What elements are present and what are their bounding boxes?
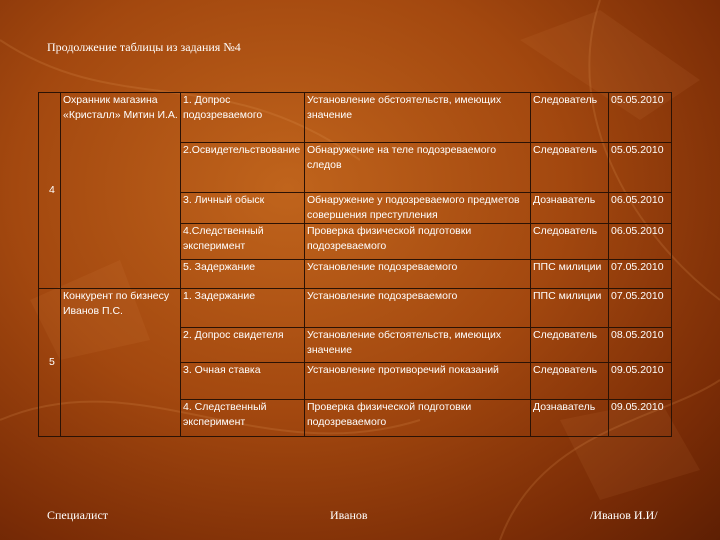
- table-row: [39, 289, 672, 328]
- who-cell: Дознаватель: [531, 400, 609, 437]
- who-cell: Дознаватель: [531, 193, 609, 224]
- who-cell: ППС милиции: [531, 289, 609, 328]
- date-cell: 05.05.2010: [609, 93, 672, 143]
- purpose-cell: Проверка физической подготовки подозреваемого: [305, 224, 531, 260]
- purpose-cell: Установление подозреваемого: [305, 289, 531, 328]
- date-cell: 06.05.2010: [609, 193, 672, 224]
- footer-role: Специалист: [47, 508, 109, 522]
- purpose-cell: Обнаружение у подозреваемого предметов совершения преступления: [305, 193, 531, 224]
- who-cell: Следователь: [531, 93, 609, 143]
- person-cell: Охранник магазина «Кристалл» Митин И.А.: [61, 93, 181, 289]
- date-cell: 09.05.2010: [609, 363, 672, 400]
- purpose-cell: Установление подозреваемого: [305, 260, 531, 289]
- date-cell: 07.05.2010: [609, 260, 672, 289]
- group-number: 4: [39, 93, 61, 289]
- action-cell: 4. Следственный эксперимент: [181, 400, 305, 437]
- purpose-cell: Проверка физической подготовки подозреваемого: [305, 400, 531, 437]
- purpose-cell: Обнаружение на теле подозреваемого следов: [305, 143, 531, 193]
- action-cell: 3. Очная ставка: [181, 363, 305, 400]
- date-cell: 05.05.2010: [609, 143, 672, 193]
- who-cell: Следователь: [531, 143, 609, 193]
- footer-signature: /Иванов И.И/: [590, 508, 658, 522]
- slide-title: Продолжение таблицы из задания №4: [47, 40, 241, 54]
- person-cell: Конкурент по бизнесу Иванов П.С.: [61, 289, 181, 437]
- table-row: [39, 93, 672, 143]
- action-cell: 1. Допрос подозреваемого: [181, 93, 305, 143]
- action-cell: 3. Личный обыск: [181, 193, 305, 224]
- group-number: 5: [39, 289, 61, 437]
- who-cell: Следователь: [531, 328, 609, 363]
- action-cell: 2. Допрос свидетеля: [181, 328, 305, 363]
- action-cell: 1. Задержание: [181, 289, 305, 328]
- who-cell: Следователь: [531, 363, 609, 400]
- purpose-cell: Установление противоречий показаний: [305, 363, 531, 400]
- date-cell: 08.05.2010: [609, 328, 672, 363]
- who-cell: Следователь: [531, 224, 609, 260]
- date-cell: 06.05.2010: [609, 224, 672, 260]
- purpose-cell: Установление обстоятельств, имеющих значение: [305, 328, 531, 363]
- investigation-table: [38, 92, 672, 437]
- action-cell: 5. Задержание: [181, 260, 305, 289]
- date-cell: 09.05.2010: [609, 400, 672, 437]
- date-cell: 07.05.2010: [609, 289, 672, 328]
- action-cell: 4.Следственный эксперимент: [181, 224, 305, 260]
- who-cell: ППС милиции: [531, 260, 609, 289]
- purpose-cell: Установление обстоятельств, имеющих значение: [305, 93, 531, 143]
- action-cell: 2.Освидетельствование: [181, 143, 305, 193]
- footer-name: Иванов: [330, 508, 368, 522]
